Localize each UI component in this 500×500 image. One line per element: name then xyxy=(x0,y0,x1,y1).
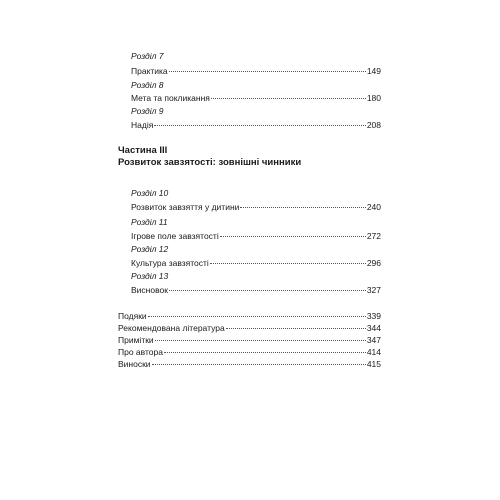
toc-entry-child-grit[interactable] xyxy=(131,202,381,212)
toc-entry-title: Рекомендована література xyxy=(118,323,225,333)
chapter-label: Розділ 8 xyxy=(131,80,164,90)
toc-page-number: 347 xyxy=(366,335,381,345)
chapter-label: Розділ 13 xyxy=(131,271,169,281)
chapter-label: Розділ 9 xyxy=(131,106,164,116)
toc-entry-conclusion[interactable] xyxy=(131,285,381,295)
toc-entry-culture[interactable] xyxy=(131,258,381,268)
dot-leader xyxy=(169,290,366,291)
toc-page-number: 208 xyxy=(366,120,381,130)
dot-leader xyxy=(155,340,366,341)
toc-entry-practice[interactable] xyxy=(131,66,381,76)
part-title: Розвиток завзятості: зовнішні чинники xyxy=(118,157,302,168)
toc-page-number: 339 xyxy=(366,311,381,321)
toc-page-number: 272 xyxy=(366,231,381,241)
toc-entry-title: Надія xyxy=(131,120,154,130)
dot-leader xyxy=(240,207,365,208)
toc-entry-title: Мета та покликання xyxy=(131,93,210,103)
dot-leader xyxy=(169,71,366,72)
toc-page-number: 415 xyxy=(366,359,381,369)
dot-leader xyxy=(164,352,366,353)
part-label: Частина III xyxy=(118,145,168,156)
dot-leader xyxy=(220,236,366,237)
toc-entry-title: Розвиток завзяття у дитини xyxy=(131,202,240,212)
toc-page-number: 180 xyxy=(366,93,381,103)
chapter-label: Розділ 7 xyxy=(131,51,164,61)
toc-page-number: 240 xyxy=(366,202,381,212)
chapter-label: Розділ 11 xyxy=(131,217,168,227)
toc-entry-purpose[interactable] xyxy=(131,93,381,103)
dot-leader xyxy=(211,98,366,99)
toc-entry-notes[interactable] xyxy=(118,335,381,345)
toc-entry-about-author[interactable] xyxy=(118,347,381,357)
toc-entry-title: Ігрове поле завзятості xyxy=(131,231,219,241)
toc-entry-recommended-reading[interactable] xyxy=(118,323,381,333)
dot-leader xyxy=(148,316,366,317)
toc-entry-title: Культура завзятості xyxy=(131,258,209,268)
toc-page-number: 149 xyxy=(366,66,381,76)
toc-page-number: 327 xyxy=(366,285,381,295)
toc-entry-title: Висновок xyxy=(131,285,168,295)
dot-leader xyxy=(154,125,365,126)
dot-leader xyxy=(226,328,366,329)
toc-entry-title: Подяки xyxy=(118,311,147,321)
chapter-label: Розділ 10 xyxy=(131,188,169,198)
toc-page-number: 344 xyxy=(366,323,381,333)
dot-leader xyxy=(152,364,366,365)
toc-page-number: 414 xyxy=(366,347,381,357)
toc-entry-title: Практика xyxy=(131,66,168,76)
chapter-label: Розділ 12 xyxy=(131,244,169,254)
toc-entry-title: Виноски xyxy=(118,359,151,369)
toc-entry-footnotes[interactable] xyxy=(118,359,381,369)
toc-entry-playing-field[interactable] xyxy=(131,231,381,241)
toc-entry-acknowledgments[interactable] xyxy=(118,311,381,321)
toc-page-number: 296 xyxy=(366,258,381,268)
toc-entry-hope[interactable] xyxy=(131,120,381,130)
dot-leader xyxy=(210,263,366,264)
toc-entry-title: Примітки xyxy=(118,335,154,345)
toc-entry-title: Про автора xyxy=(118,347,163,357)
